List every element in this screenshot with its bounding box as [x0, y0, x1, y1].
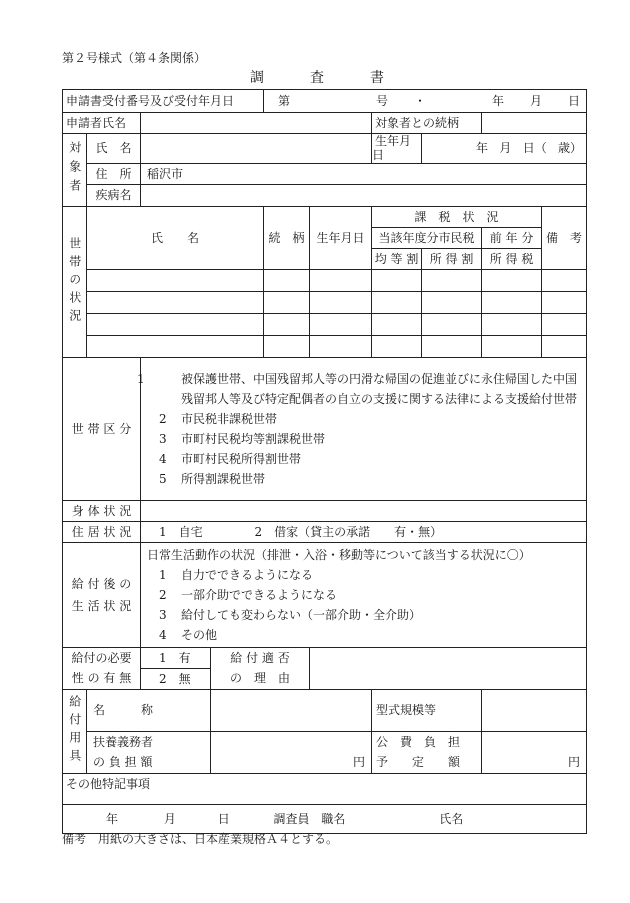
- birth-year: 年: [476, 141, 489, 156]
- public-yen: 円: [568, 755, 581, 770]
- category-option-2[interactable]: 2 市民税非課税世帯: [159, 411, 278, 426]
- category-label: 世 帯 区 分: [63, 357, 141, 500]
- household-col-tax-current: 当該年度分市民税: [372, 227, 482, 248]
- need-label-2: 性 の 有 無: [63, 668, 141, 689]
- birth-month: 月: [499, 141, 512, 156]
- household-col-name: 氏 名: [87, 206, 264, 269]
- category-option-1[interactable]: 1 被保護世帯、中国残留邦人等の円滑な帰国の促進並びに永住帰国した中国残留邦人等及び特定配偶者の自立の支援に関する法律による支援給付世帯: [137, 371, 578, 406]
- receipt-dot: ・: [414, 93, 427, 108]
- after-status-label: 給 付 後 の 生 活 状 況: [63, 542, 141, 647]
- household-prev-cell[interactable]: [482, 313, 542, 335]
- birth-day: 日（: [522, 141, 547, 156]
- after-option-1[interactable]: 1 自力でできるようになる: [159, 567, 314, 582]
- subject-birth-field[interactable]: [422, 134, 587, 164]
- applicant-name-label: 申請者氏名: [63, 113, 141, 134]
- household-col-income-tax: 所 得 税: [482, 248, 542, 269]
- subject-side-label: 対象者: [63, 134, 87, 207]
- receipt-day: 日: [568, 93, 581, 108]
- household-note-cell[interactable]: [542, 291, 587, 313]
- household-income-cell[interactable]: [422, 269, 482, 291]
- household-note-cell[interactable]: [542, 269, 587, 291]
- need-yes-option[interactable]: 1 有: [141, 647, 211, 668]
- household-col-tax: 課 税 状 況: [372, 206, 542, 227]
- household-birth-cell[interactable]: [310, 335, 372, 357]
- after-status-options[interactable]: [141, 542, 587, 647]
- residence-own-option[interactable]: 1 自宅: [159, 524, 203, 539]
- need-reason-label-1: 給 付 適 否: [211, 647, 310, 668]
- household-name-cell[interactable]: [87, 335, 264, 357]
- after-option-4[interactable]: 4 その他: [159, 627, 218, 642]
- birth-age: 歳）: [558, 141, 583, 156]
- relation-field[interactable]: [482, 113, 587, 134]
- goods-burden-field[interactable]: [211, 731, 372, 773]
- need-label-1: 給付の必要: [63, 647, 141, 668]
- household-prev-cell[interactable]: [482, 335, 542, 357]
- residence-options[interactable]: [141, 521, 587, 542]
- body-status-field[interactable]: [141, 500, 587, 521]
- after-status-intro: 日常生活動作の状況（排泄・入浴・移動等について該当する状況に〇）: [147, 547, 531, 562]
- subject-disease-label: 疾病名: [87, 184, 141, 206]
- receipt-go: 号: [376, 93, 389, 108]
- after-option-3[interactable]: 3 給付しても変わらない（一部介助・全介助）: [159, 607, 422, 622]
- category-option-4[interactable]: 4 市町村民税所得割世帯: [159, 451, 302, 466]
- goods-public-label: 公 費 負 担 予 定 額: [372, 731, 482, 773]
- sign-surveyor: 調査員: [273, 811, 310, 826]
- subject-address-field[interactable]: 稲沢市: [141, 163, 587, 184]
- household-equal-cell[interactable]: [372, 313, 422, 335]
- household-col-relation: 続 柄: [264, 206, 310, 269]
- goods-name-label: 名 称: [87, 689, 211, 731]
- category-options[interactable]: [137, 357, 587, 500]
- footnote: 備考 用紙の大きさは、日本産業規格Ａ４とする。: [62, 832, 339, 846]
- household-col-note: 備 考: [542, 206, 587, 269]
- category-option-3[interactable]: 3 市町村民税均等割課税世帯: [159, 431, 326, 446]
- household-equal-cell[interactable]: [372, 269, 422, 291]
- sign-year: 年: [106, 811, 119, 826]
- goods-burden-label: 扶養義務者 の 負 担 額: [87, 731, 211, 773]
- survey-form-table: [62, 89, 587, 834]
- need-reason-field[interactable]: [310, 647, 587, 689]
- after-option-2[interactable]: 2 一部介助でできるようになる: [159, 587, 338, 602]
- receipt-month: 月: [530, 93, 543, 108]
- household-row[interactable]: [63, 291, 587, 313]
- goods-model-label: 型式規模等: [372, 689, 482, 731]
- household-equal-cell[interactable]: [372, 335, 422, 357]
- signature-row[interactable]: [63, 804, 587, 833]
- household-equal-cell[interactable]: [372, 291, 422, 313]
- household-name-cell[interactable]: [87, 313, 264, 335]
- subject-address-label: 住 所: [87, 163, 141, 184]
- household-name-cell[interactable]: [87, 269, 264, 291]
- household-relation-cell[interactable]: [264, 335, 310, 357]
- household-col-income: 所 得 割: [422, 248, 482, 269]
- household-col-birth: 生年月日: [310, 206, 372, 269]
- receipt-dai: 第: [278, 93, 291, 108]
- household-relation-cell[interactable]: [264, 291, 310, 313]
- household-row[interactable]: [63, 269, 587, 291]
- residence-label: 住 居 状 況: [63, 521, 141, 542]
- other-notes-field[interactable]: [63, 773, 587, 804]
- household-prev-cell[interactable]: [482, 291, 542, 313]
- other-notes-label: その他特記事項: [66, 776, 151, 791]
- sign-month: 月: [163, 811, 176, 826]
- need-no-option[interactable]: 2 無: [141, 668, 211, 689]
- subject-name-field[interactable]: [141, 134, 372, 164]
- receipt-field[interactable]: [264, 90, 587, 113]
- sign-day: 日: [217, 811, 230, 826]
- household-relation-cell[interactable]: [264, 269, 310, 291]
- household-col-prev-year: 前 年 分: [482, 227, 542, 248]
- household-income-cell[interactable]: [422, 313, 482, 335]
- household-birth-cell[interactable]: [310, 291, 372, 313]
- household-row[interactable]: [63, 335, 587, 357]
- form-number: 第２号様式（第４条関係）: [62, 51, 207, 65]
- goods-public-field[interactable]: [482, 731, 587, 773]
- household-name-cell[interactable]: [87, 291, 264, 313]
- household-prev-cell[interactable]: [482, 269, 542, 291]
- household-note-cell[interactable]: [542, 313, 587, 335]
- household-relation-cell[interactable]: [264, 313, 310, 335]
- goods-side-label: 給付用具: [63, 689, 87, 773]
- subject-birth-label: 生年月日: [372, 134, 422, 164]
- body-status-label: 身 体 状 況: [63, 500, 141, 521]
- receipt-label: 申請書受付番号及び受付年月日: [63, 90, 264, 113]
- household-note-cell[interactable]: [542, 335, 587, 357]
- household-birth-cell[interactable]: [310, 313, 372, 335]
- sign-post: 職名: [321, 811, 346, 826]
- page-title: 調 査 書: [250, 70, 385, 86]
- applicant-name-field[interactable]: [141, 113, 372, 134]
- burden-yen: 円: [353, 755, 366, 770]
- need-reason-label-2: の 理 由: [211, 668, 310, 689]
- household-income-cell[interactable]: [422, 335, 482, 357]
- residence-rent-option[interactable]: 2 借家（貸主の承諾 有・無）: [254, 524, 443, 539]
- household-side-label: 世帯の状況: [63, 206, 87, 357]
- subject-name-label: 氏 名: [87, 134, 141, 164]
- goods-model-field[interactable]: [482, 689, 587, 731]
- goods-name-field[interactable]: [211, 689, 372, 731]
- household-birth-cell[interactable]: [310, 269, 372, 291]
- household-row[interactable]: [63, 313, 587, 335]
- category-option-5[interactable]: 5 所得割課税世帯: [159, 471, 266, 486]
- household-income-cell[interactable]: [422, 291, 482, 313]
- receipt-year: 年: [492, 93, 505, 108]
- household-col-equal: 均 等 割: [372, 248, 422, 269]
- subject-disease-field[interactable]: [141, 184, 587, 206]
- relation-label: 対象者との続柄: [372, 113, 482, 134]
- sign-name: 氏名: [439, 811, 464, 826]
